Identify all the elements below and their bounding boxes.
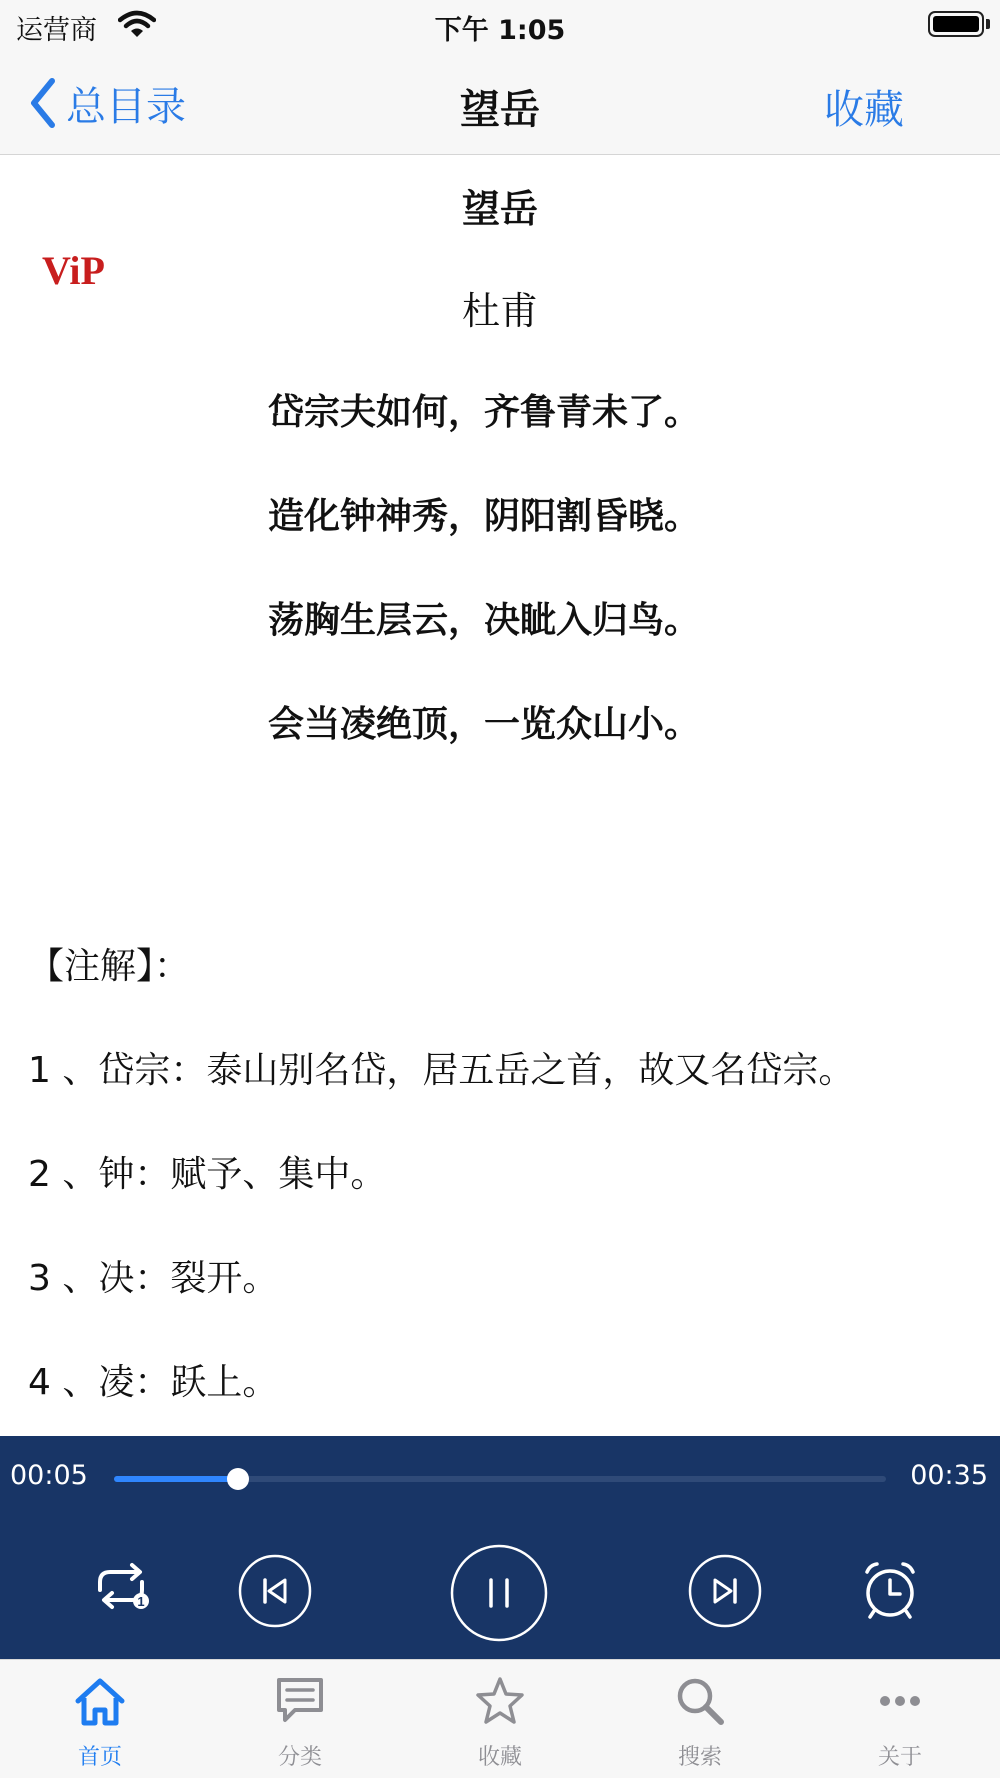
tab-categories[interactable] — [200, 1660, 400, 1778]
tab-label: 分类 — [277, 1745, 322, 1770]
audio-player — [0, 1436, 1000, 1659]
page-title: 望岳 — [460, 87, 540, 133]
current-time: 00:05 — [10, 1460, 88, 1491]
chevron-left-icon — [28, 77, 56, 129]
navigation-bar — [0, 50, 1000, 155]
pause-icon[interactable] — [450, 1544, 548, 1642]
vip-badge-text: ViP — [42, 248, 105, 293]
poem-line: 荡胸生层云，决眦入归鸟。 — [268, 600, 701, 641]
search-icon — [673, 1674, 727, 1728]
tab-bar — [0, 1659, 1000, 1778]
progress-slider[interactable] — [114, 1476, 886, 1482]
notes-heading: 【注解】： — [28, 946, 191, 987]
total-time: 00:35 — [910, 1460, 988, 1491]
note-item: 2 、钟：赋予、集中。 — [28, 1154, 387, 1195]
tab-about[interactable] — [800, 1660, 1000, 1778]
poem-title: 望岳 — [461, 187, 538, 231]
tab-home[interactable] — [0, 1660, 200, 1778]
star-icon — [473, 1674, 527, 1728]
carrier-label: 运营商 — [16, 15, 97, 46]
tab-search[interactable] — [600, 1660, 800, 1778]
tab-label: 关于 — [877, 1745, 922, 1770]
next-track-icon[interactable] — [688, 1554, 762, 1628]
progress-fill — [114, 1476, 238, 1482]
status-time: 下午 1:05 — [434, 15, 566, 46]
tab-label: 首页 — [77, 1745, 122, 1770]
tab-label: 搜索 — [677, 1745, 722, 1770]
home-icon — [73, 1674, 127, 1728]
svg-text:1: 1 — [137, 1594, 145, 1609]
alarm-clock-icon[interactable] — [858, 1558, 922, 1622]
battery-tip — [986, 19, 990, 29]
previous-track-icon[interactable] — [238, 1554, 312, 1628]
battery-icon — [928, 11, 984, 37]
back-button[interactable] — [28, 75, 186, 131]
poem-author: 杜甫 — [461, 289, 538, 333]
progress-thumb[interactable] — [227, 1468, 249, 1490]
favorite-button[interactable]: 收藏 — [824, 87, 904, 133]
poem-line: 会当凌绝顶，一览众山小。 — [268, 704, 701, 745]
note-item: 1 、岱宗：泰山别名岱，居五岳之首，故又名岱宗。 — [28, 1050, 855, 1091]
note-item: 4 、凌：跃上。 — [28, 1362, 279, 1403]
more-icon — [873, 1674, 927, 1728]
poem-line: 造化钟神秀，阴阳割昏晓。 — [268, 496, 701, 537]
tab-favorites[interactable] — [400, 1660, 600, 1778]
poem-content[interactable] — [0, 156, 1000, 1436]
poem-line: 岱宗夫如何，齐鲁青未了。 — [268, 392, 701, 433]
repeat-one-icon[interactable] — [92, 1560, 154, 1612]
tab-label: 收藏 — [477, 1745, 522, 1770]
chat-bubble-icon — [273, 1674, 327, 1728]
back-button-label: 总目录 — [66, 83, 186, 130]
note-item: 3 、决：裂开。 — [28, 1258, 279, 1299]
status-bar — [0, 0, 1000, 50]
